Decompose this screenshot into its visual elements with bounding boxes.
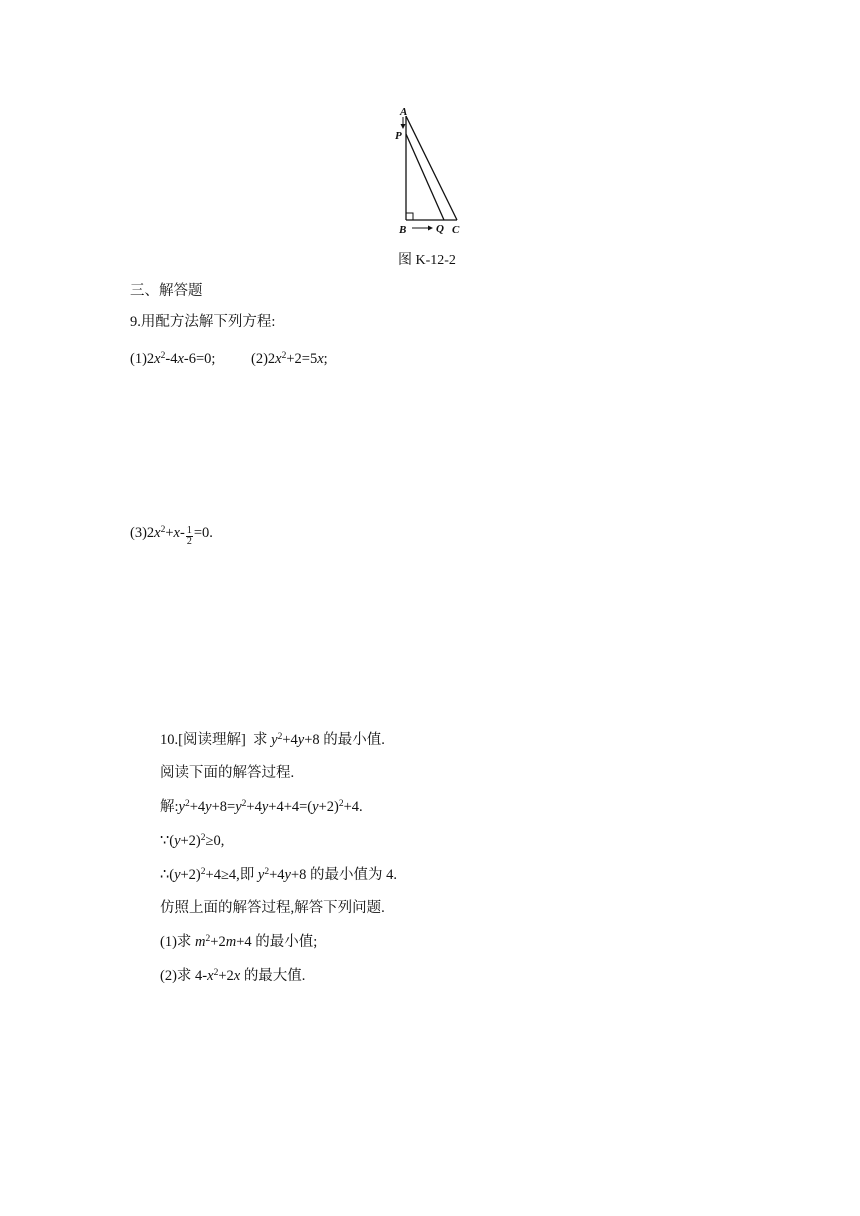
q9-part1: $(1)2x^2-4x-6=0$; (130, 351, 216, 367)
q10-because: $\because(y+2)^2\ge 0$, (160, 833, 225, 849)
fraction-one-half: $\frac{1}{2}$ (186, 525, 192, 547)
label-b: B (399, 224, 407, 236)
q10-part1: (1)求 $m^2+2m+4$ 的最小值; (160, 934, 318, 950)
q9-part2: $(2)2x^2+2=5x$; (251, 351, 328, 367)
q10-solution: 解$:y^2+4y+8=y^2+4y+4+4=(y+2)^2+4$. (160, 799, 363, 815)
q10-part2: (2)求 $4-x^2+2x$ 的最大值. (160, 968, 306, 984)
q9-stem: 9.用配方法解下列方程: (130, 314, 276, 330)
figure-caption: 图 K-12-2 (398, 253, 456, 268)
label-a: A (400, 106, 408, 118)
q9-part3: $(3)2x^2+x-$ $\frac{1}{2}$ =0. (130, 525, 213, 547)
triangle-figure (390, 104, 470, 236)
section-title: 三、解答题 (130, 283, 203, 299)
side-ac (406, 116, 457, 220)
arrow-right-head (428, 226, 433, 231)
label-p: P (395, 130, 402, 142)
label-q: Q (436, 223, 444, 235)
q10-therefore: $\therefore(y+2)^2+4\ge 4$,即 $y^2+4y+8$ 的最小值为 4. (160, 867, 398, 883)
label-c: C (452, 224, 460, 236)
q10-intro: 阅读下面的解答过程. (160, 765, 295, 781)
arrow-down-head (401, 124, 406, 129)
q10-stem: 10.[阅读理解] 求 $y^2+4y+8$ 的最小值. (160, 732, 385, 748)
segment-pq (406, 134, 444, 220)
right-angle-mark (406, 213, 413, 220)
q10-task: 仿照上面的解答过程,解答下列问题. (160, 900, 385, 916)
